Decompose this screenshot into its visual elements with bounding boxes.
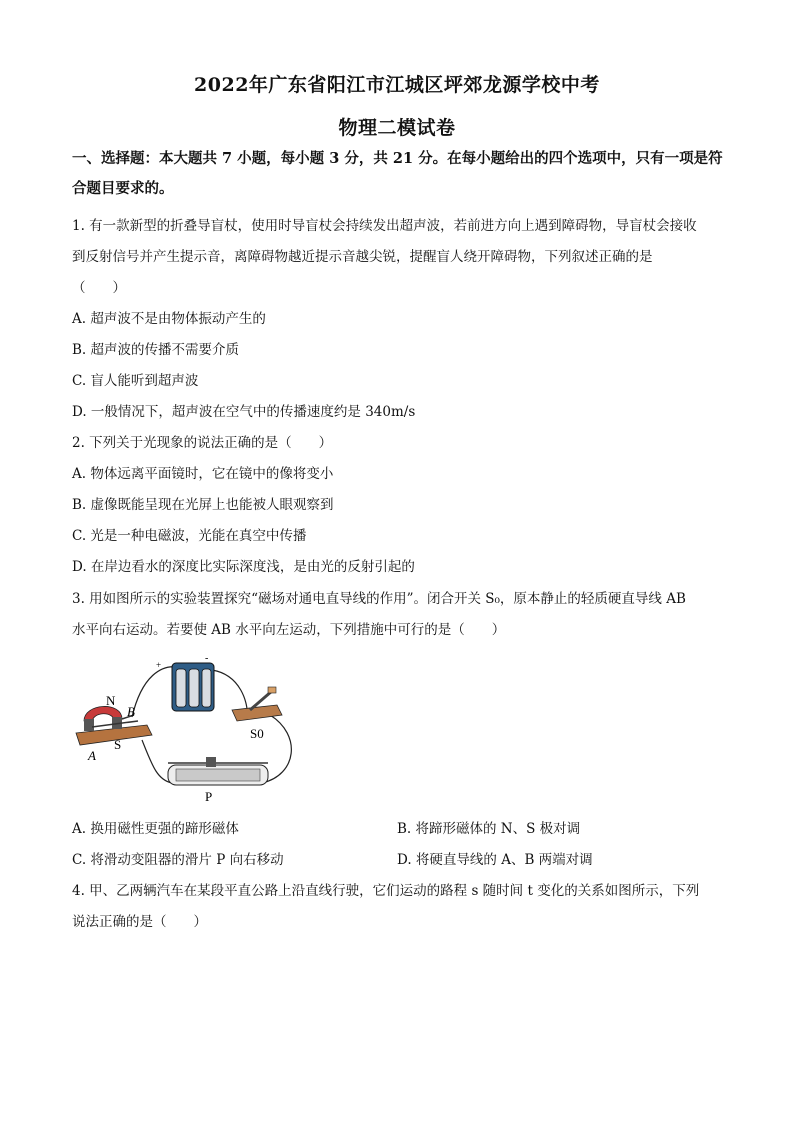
wire-end-b-label: B (127, 704, 135, 719)
wire-battery-left (132, 667, 177, 717)
wire-battery-switch (212, 670, 247, 710)
magnet-s-label: S (114, 737, 122, 752)
switch-label: S0 (250, 726, 264, 741)
q1-option-d: D. 一般情况下，超声波在空气中的传播速度约是 340m/s (72, 404, 416, 420)
q2-option-c: C. 光是一种电磁波，光能在真空中传播 (72, 528, 307, 544)
wire-end-a-label: A (88, 748, 96, 763)
q3-option-b: B. 将蹄形磁体的 N、S 极对调 (397, 821, 581, 837)
q3-stem-line1: 3. 用如图所示的实验装置探究“磁场对通电直导线的作用”。闭合开关 S₀，原本静止的轻质硬直导线 AB (72, 591, 686, 607)
q3-option-c: C. 将滑动变阻器的滑片 P 向右移动 (72, 852, 284, 868)
q2-stem: 2. 下列关于光现象的说法正确的是（ ） (72, 435, 333, 451)
q3-option-a: A. 换用磁性更强的蹄形磁体 (72, 821, 239, 837)
exam-title: 2022年广东省阳江市江城区坪郊龙源学校中考 (194, 74, 600, 96)
slider-label: P (205, 789, 213, 804)
q1-answer-blank: （ ） (72, 280, 126, 296)
q1-option-c: C. 盲人能听到超声波 (72, 373, 199, 389)
rheostat-icon (168, 757, 268, 785)
magnet-n-label: N (106, 693, 116, 708)
q1-option-a: A. 超声波不是由物体振动产生的 (72, 311, 266, 327)
q1-option-b: B. 超声波的传播不需要介质 (72, 342, 240, 358)
exam-subtitle: 物理二模试卷 (338, 117, 456, 139)
q3-option-d: D. 将硬直导线的 A、B 两端对调 (397, 852, 593, 868)
battery-icon (172, 663, 214, 711)
q2-option-d: D. 在岸边看水的深度比实际深度浅，是由光的反射引起的 (72, 559, 415, 575)
q1-stem-line1: 1. 有一款新型的折叠导盲杖，使用时导盲杖会持续发出超声波，若前进方向上遇到障碍物，导盲杖会接收 (72, 218, 697, 234)
q2-option-b: B. 虚像既能呈现在光屏上也能被人眼观察到 (72, 497, 334, 513)
battery-plus-label: + (156, 660, 162, 670)
apparatus-figure (72, 655, 312, 805)
q3-stem-line2: 水平向右运动。若要使 AB 水平向左运动，下列措施中可行的是（ ） (72, 622, 506, 638)
section-heading: 一、选择题：本大题共 7 小题，每小题 3 分，共 21 分。在每小题给出的四个选项中，只有一项是符合题目要求的。 (72, 150, 723, 197)
switch-icon (232, 687, 282, 721)
q4-stem-line2: 说法正确的是（ ） (72, 914, 207, 930)
q4-stem-line1: 4. 甲、乙两辆汽车在某段平直公路上沿直线行驶，它们运动的路程 s 随时间 t 变化的关系如图所示，下列 (72, 883, 700, 899)
q2-option-a: A. 物体远离平面镜时，它在镜中的像将变小 (72, 466, 334, 482)
battery-minus-label: - (205, 655, 209, 664)
q1-stem-line2: 到反射信号并产生提示音，离障碍物越近提示音越尖锐，提醒盲人绕开障碍物，下列叙述正确的是 (72, 249, 653, 265)
